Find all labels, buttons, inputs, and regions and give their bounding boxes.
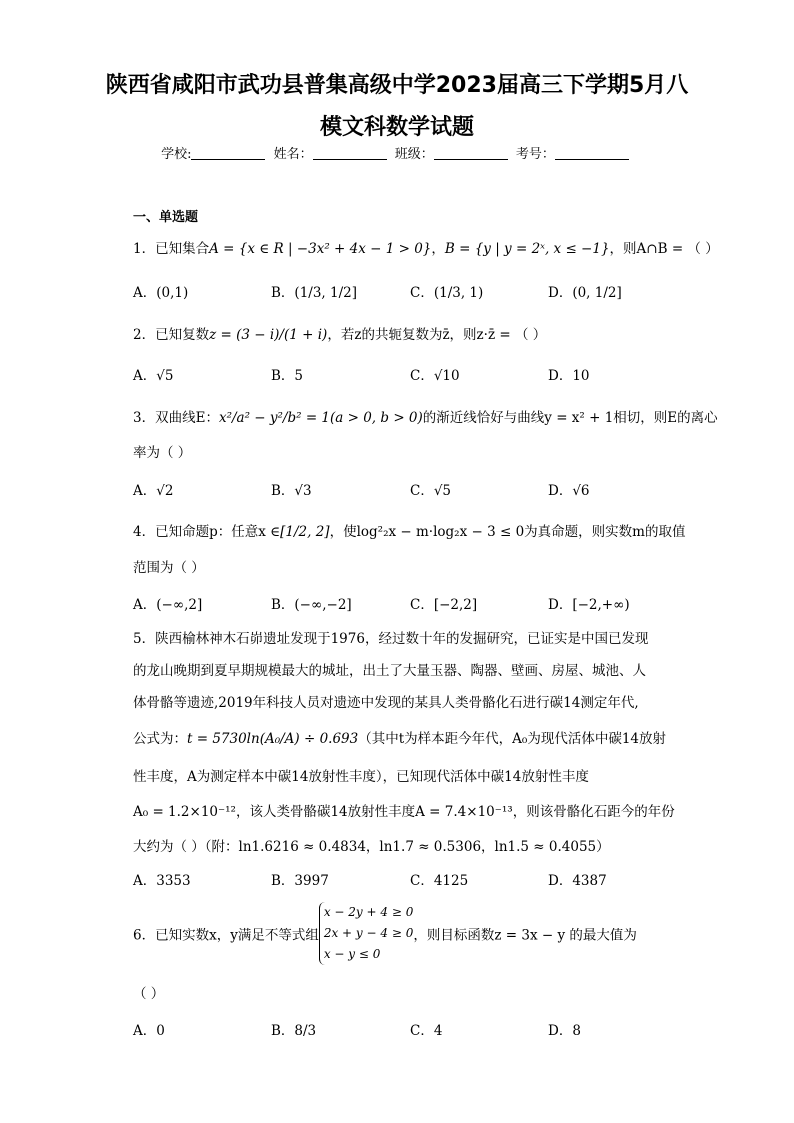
q6-stem-line1 [133, 902, 637, 965]
section-heading: 一、单选题 [133, 210, 199, 225]
q2-option-c[interactable]: C．√10 [410, 368, 460, 384]
q5-formula-label: 公式为： [133, 731, 187, 747]
q4-option-b[interactable]: B．(−∞,−2] [271, 597, 352, 613]
number-label: 考号： [515, 147, 555, 162]
q5-line5: 性丰度，A为测定样本中碳14放射性丰度），已知现代活体中碳14放射性丰度 [133, 769, 589, 785]
q5-line1: 5．陕西榆林神木石峁遗址发现于1976，经过数十年的发掘研究，已证实是中国已发现 [133, 631, 649, 647]
q2-option-b[interactable]: B．5 [271, 368, 304, 384]
q5-option-a[interactable]: A．3353 [133, 873, 191, 889]
q2-text-mid: ，若z的共轭复数为z̄，则z·z̄ = （ ） [327, 327, 547, 343]
q4-text-post: ，使log²₂x − m·log₂x − 3 ≤ 0为真命题，则实数m的取值 [329, 524, 686, 540]
q1-setB: B = {y | y = 2ˣ, x ≤ −1} [444, 241, 610, 257]
q1-text-pre: 1．已知集合 [133, 241, 210, 257]
q5-line3: 体骨骼等遗迹,2019年科技人员对遗迹中发现的某具人类骨骼化石进行碳14测定年代, [133, 695, 639, 711]
q6-ineq-2: 2x + y − 4 ≥ 0 [323, 926, 414, 940]
q6-ineq-3: x − y ≤ 0 [323, 947, 381, 961]
q1-option-d[interactable] [548, 281, 622, 301]
q3-option-a[interactable]: A．√2 [133, 483, 174, 499]
title-line-1: 陕西省咸阳市武功县普集高级中学2023届高三下学期5月八 [105, 73, 689, 98]
name-label: 姓名： [273, 147, 313, 162]
q1-option-d-value: (0, 1/2] [572, 285, 622, 301]
q6-ineq-1: x − 2y + 4 ≥ 0 [323, 905, 414, 919]
q4-interval: [1/2, 2] [280, 524, 330, 540]
q2-expr: z = (3 − i)/(1 + i) [209, 327, 328, 343]
q5-line4-post: （其中t为样本距今年代，A₀为现代活体中碳14放射 [358, 731, 666, 747]
q1-option-c-value: (1/3, 1) [433, 285, 484, 301]
q2-text-pre: 2．已知复数 [133, 327, 210, 343]
q1-option-c[interactable] [410, 281, 483, 301]
q1-option-a[interactable]: A．(0,1) [133, 285, 189, 301]
q4-option-d[interactable]: D．[−2,+∞) [548, 597, 630, 613]
q6-option-b[interactable]: B．8/3 [271, 1023, 317, 1039]
name-blank[interactable] [313, 147, 387, 160]
class-label: 班级： [394, 147, 434, 162]
q3-text-pre: 3．双曲线E： [133, 410, 219, 426]
q5-line7: 大约为（ ）（附：ln1.6216 ≈ 0.4834，ln1.7 ≈ 0.5306，ln1.5 ≈ 0.4055） [133, 839, 610, 855]
q6-text-pre: 6．已知实数x，y满足不等式组 [133, 927, 319, 944]
q3-option-c[interactable]: C．√5 [410, 483, 452, 499]
q4-stem-line1 [133, 520, 685, 540]
q5-line2: 的龙山晚期到夏早期规模最大的城址，出土了大量玉器、陶器、壁画、房屋、城池、人 [133, 663, 646, 679]
q3-equation: x²/a² − y²/b² = 1(a > 0, b > 0) [218, 410, 423, 426]
q2-option-a[interactable]: A．√5 [133, 368, 174, 384]
q6-option-a[interactable]: A．0 [133, 1023, 165, 1039]
number-blank[interactable] [555, 147, 629, 160]
q1-sep: ， [431, 241, 445, 257]
q3-text-post: 的渐近线恰好与曲线y = x² + 1相切，则E的离心 [422, 410, 718, 426]
q4-option-a[interactable]: A．(−∞,2] [133, 597, 203, 613]
q6-option-d[interactable]: D．8 [548, 1023, 581, 1039]
q6-option-c[interactable]: C．4 [410, 1023, 443, 1039]
q1-text-post: ，则A∩B = （ ） [609, 241, 719, 257]
q5-line6: A₀ = 1.2×10⁻¹²，该人类骨骼碳14放射性丰度A = 7.4×10⁻¹³，则该骨骼化石距今的年份 [133, 804, 675, 820]
q6-inequality-system [319, 902, 414, 965]
q1-setA: A = {x ∈ R | −3x² + 4x − 1 > 0} [209, 241, 432, 257]
q3-stem-line2: 率为（ ） [133, 445, 192, 461]
school-label: 学校: [161, 147, 192, 162]
q1-option-b[interactable] [271, 281, 357, 301]
q5-option-d[interactable]: D．4387 [548, 873, 607, 889]
q6-text-post: ，则目标函数z = 3x − y 的最大值为 [413, 927, 637, 944]
q5-formula: t = 5730ln(A₀/A) ÷ 0.693 [187, 731, 359, 747]
q4-option-c[interactable]: C．[−2,2] [410, 597, 478, 613]
q3-option-b[interactable]: B．√3 [271, 483, 312, 499]
q1-stem [133, 237, 719, 257]
q4-stem-line2: 范围为（ ） [133, 560, 205, 576]
q5-option-b[interactable]: B．3997 [271, 873, 329, 889]
q3-option-d[interactable]: D．√6 [548, 483, 590, 499]
q1-option-d-label: D． [548, 285, 573, 301]
q1-option-b-value: (1/3, 1/2] [294, 285, 357, 301]
q1-option-c-label: C． [410, 285, 434, 301]
q5-option-c[interactable]: C．4125 [410, 873, 469, 889]
q2-option-d[interactable]: D．10 [548, 368, 590, 384]
student-info [0, 143, 794, 162]
class-blank[interactable] [434, 147, 508, 160]
q6-stem-line2: （ ） [133, 986, 165, 1002]
title-line-2: 模文科数学试题 [319, 115, 474, 140]
q1-option-b-label: B． [271, 285, 295, 301]
q4-text-pre: 4．已知命题p：任意x ∈ [133, 524, 281, 540]
school-blank[interactable] [191, 147, 265, 160]
q3-stem-line1 [133, 406, 718, 426]
q5-line4 [133, 727, 666, 747]
q2-stem [133, 323, 546, 343]
